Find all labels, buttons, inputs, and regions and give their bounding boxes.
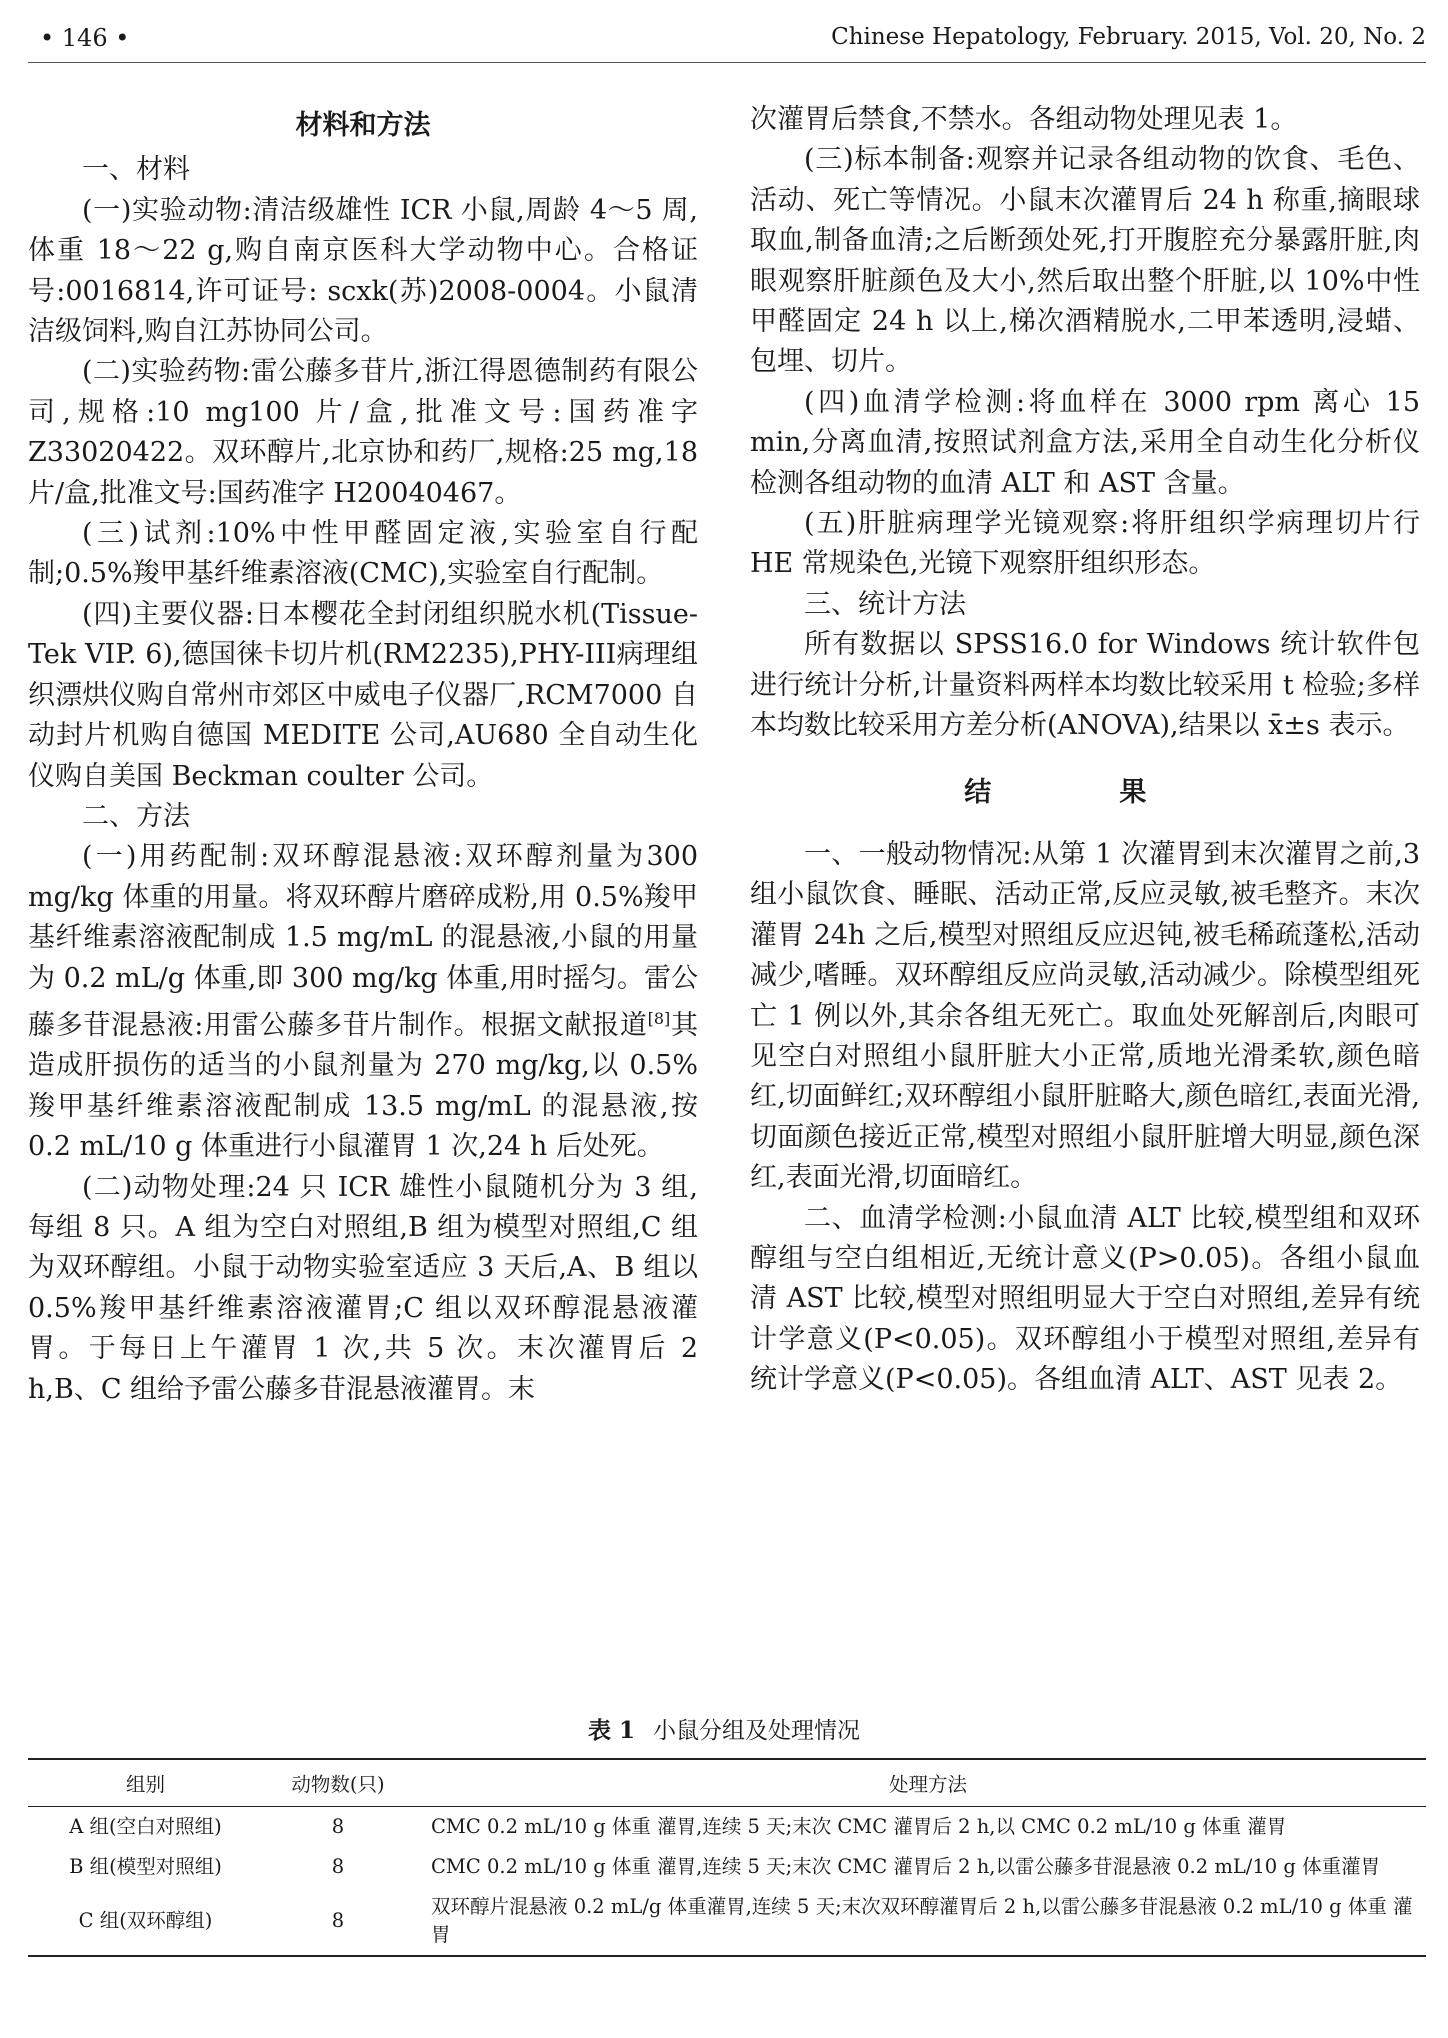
para-serum-results: 二、血清学检测:小鼠血清 ALT 比较,模型组和双环醇组与空白组相近,无统计意义(P>0.05)。各组小鼠血清 AST 比较,模型对照组明显大于空白对照组,差异有统计学意义(P<0.05)。双环醇组小于模型对照组,差异有统计学意义(P<0.05)。各组血清 ALT、AST 见表 2。 — [750, 1202, 1420, 1396]
para-instruments: (四)主要仪器:日本樱花全封闭组织脱水机(Tissue-Tek VIP. 6),德国徕卡切片机(RM2235),PHY-III病理组织漂烘仪购自常州市郊区中威电子仪器厂,RCM7000 自动封片机购自德国 MEDITE 公司,AU680 全自动生化仪购自美国 Beckman coulter 公司。 — [28, 598, 698, 792]
table-row — [28, 1887, 1426, 1956]
cell-group: A 组(空白对照组) — [69, 1815, 222, 1838]
para-statistics: 所有数据以 SPSS16.0 for Windows 统计软件包进行统计分析,计量资料两样本均数比较采用 t 检验;多样本均数比较采用方差分析(ANOVA),结果以 x̄±s 表示。 — [750, 629, 1420, 742]
cell-method: 双环醇片混悬液 0.2 mL/g 体重灌胃,连续 5 天;末次双环醇灌胃后 2 h,以雷公藤多苷混悬液 0.2 mL/10 g 体重 灌胃 — [413, 1887, 1426, 1956]
right-column — [750, 100, 1420, 1401]
para-drugs: (二)实验药物:雷公藤多苷片,浙江得恩德制药有限公司,规格:10 mg100 片/盒,批准文号:国药准字Z33020422。双环醇片,北京协和药厂,规格:25 mg,18 片/盒,批准文号:国药准字 H20040467。 — [28, 356, 698, 509]
para-preparation-a: (一)用药配制:双环醇混悬液:双环醇剂量为300 mg/kg 体重的用量。将双环醇片磨碎成粉,用 0.5%羧甲基纤维素溶液配制成 1.5 mg/mL 的混悬液,小鼠的用量为 0.2 mL/g 体重,即 300 mg/kg 体重,用时摇匀。雷公藤多苷混悬液:用雷公藤多苷片制作。根据文献报道 — [28, 841, 698, 1041]
subsection-methods: 二、方法 — [82, 800, 190, 832]
section-title-methods: 材料和方法 — [295, 110, 431, 141]
citation-ref: [8] — [647, 1008, 671, 1028]
para-general: 一、一般动物情况:从第 1 次灌胃到末次灌胃之前,3 组小鼠饮食、睡眠、活动正常,反应灵敏,被毛整齐。末次灌胃 24h 之后,模型对照组反应迟钝,被毛稀疏蓬松,活动减少,嗜睡。双环醇组反应尚灵敏,活动减少。除模型组死亡 1 例以外,其余各组无死亡。取血处死解剖后,肉眼可见空白对照组小鼠肝脏大小正常,质地光滑柔软,颜色暗红,切面鲜红;双环醇组小鼠肝脏略大,颜色暗红,表面光滑,切面颜色接近正常,模型对照组小鼠肝脏增大明显,颜色深红,表面光滑,切面暗红。 — [750, 838, 1420, 1194]
para-serology: (四)血清学检测:将血样在 3000 rpm 离心 15 min,分离血清,按照试剂盒方法,采用全自动生化分析仪检测各组动物的血清 ALT 和 AST 含量。 — [750, 386, 1420, 499]
section-title-results: 结 果 — [964, 776, 1206, 808]
cell-method: CMC 0.2 mL/10 g 体重 灌胃,连续 5 天;末次 CMC 灌胃后 2 h,以雷公藤多苷混悬液 0.2 mL/10 g 体重灌胃 — [431, 1855, 1381, 1878]
para-specimen: (三)标本制备:观察并记录各组动物的饮食、毛色、活动、死亡等情况。小鼠末次灌胃后 24 h 称重,摘眼球取血,制备血清;之后断颈处死,打开腹腔充分暴露肝脏,肉眼观察肝脏颜色及大小,然后取出整个肝脏,以 10%中性甲醛固定 24 h 以上,梯次酒精脱水,二甲苯透明,浸蜡、包埋、切片。 — [750, 144, 1420, 378]
col-header-method: 处理方法 — [413, 1759, 1426, 1807]
para-treatment-cont: 次灌胃后禁食,不禁水。各组动物处理见表 1。 — [750, 104, 1298, 135]
para-treatment: (二)动物处理:24 只 ICR 雄性小鼠随机分为 3 组,每组 8 只。A 组为空白对照组,B 组为模型对照组,C 组为双环醇组。小鼠于动物实验室适应 3 天后,A、B 组以 0.5%羧甲基纤维素溶液灌胃;C 组以双环醇混悬液灌胃。于每日上午灌胃 1 次,共 5 次。末次灌胃后 2 h,B、C 组给予雷公藤多苷混悬液灌胃。末 — [28, 1171, 698, 1405]
cell-count: 8 — [263, 1887, 413, 1956]
cell-group: C 组(双环醇组) — [28, 1887, 263, 1956]
table-label: 表 1 — [587, 1717, 635, 1744]
para-preparation-b: 其造成肝损伤的适当的小鼠剂量为 270 mg/kg,以 0.5%羧甲基纤维素溶液配制成 13.5 mg/mL 的混悬液,按 0.2 mL/10 g 体重进行小鼠灌胃 1 次,24 h 后处死。 — [28, 1009, 698, 1163]
col-header-count: 动物数(只) — [263, 1759, 413, 1807]
cell-count: 8 — [331, 1815, 345, 1838]
para-pathology: (五)肝脏病理学光镜观察:将肝组织学病理切片行 HE 常规染色,光镜下观察肝组织形态。 — [750, 508, 1420, 580]
table-caption — [0, 1712, 1448, 1745]
para-preparation — [28, 837, 698, 1167]
col-header-group: 组别 — [28, 1759, 263, 1807]
cell-method: CMC 0.2 mL/10 g 体重 灌胃,连续 5 天;末次 CMC 灌胃后 2 h,以 CMC 0.2 mL/10 g 体重 灌胃 — [431, 1815, 1287, 1838]
subsection-materials: 一、材料 — [82, 154, 190, 186]
journal-header: Chinese Hepatology, February. 2015, Vol. 20, No. 2 — [831, 24, 1426, 50]
left-column — [28, 100, 698, 1410]
table-row — [28, 1847, 1426, 1887]
table-1 — [28, 1758, 1426, 1957]
table-caption-text: 小鼠分组及处理情况 — [653, 1718, 860, 1744]
subsection-statistics: 三、统计方法 — [804, 588, 966, 620]
para-reagents: (三)试剂:10%中性甲醛固定液,实验室自行配制;0.5%羧甲基纤维素溶液(CMC),实验室自行配制。 — [28, 518, 698, 590]
para-animals: (一)实验动物:清洁级雄性 ICR 小鼠,周龄 4～5 周,体重 18～22 g,购自南京医科大学动物中心。合格证号:0016814,许可证号: scxk(苏)2008-0004。小鼠清洁级饲料,购自江苏协同公司。 — [28, 194, 698, 348]
cell-count: 8 — [331, 1855, 345, 1878]
table-header-row — [28, 1759, 1426, 1807]
cell-group: B 组(模型对照组) — [69, 1855, 222, 1878]
header-rule — [28, 62, 1426, 63]
table-row — [28, 1807, 1426, 1848]
page-number: • 146 • — [40, 24, 130, 52]
